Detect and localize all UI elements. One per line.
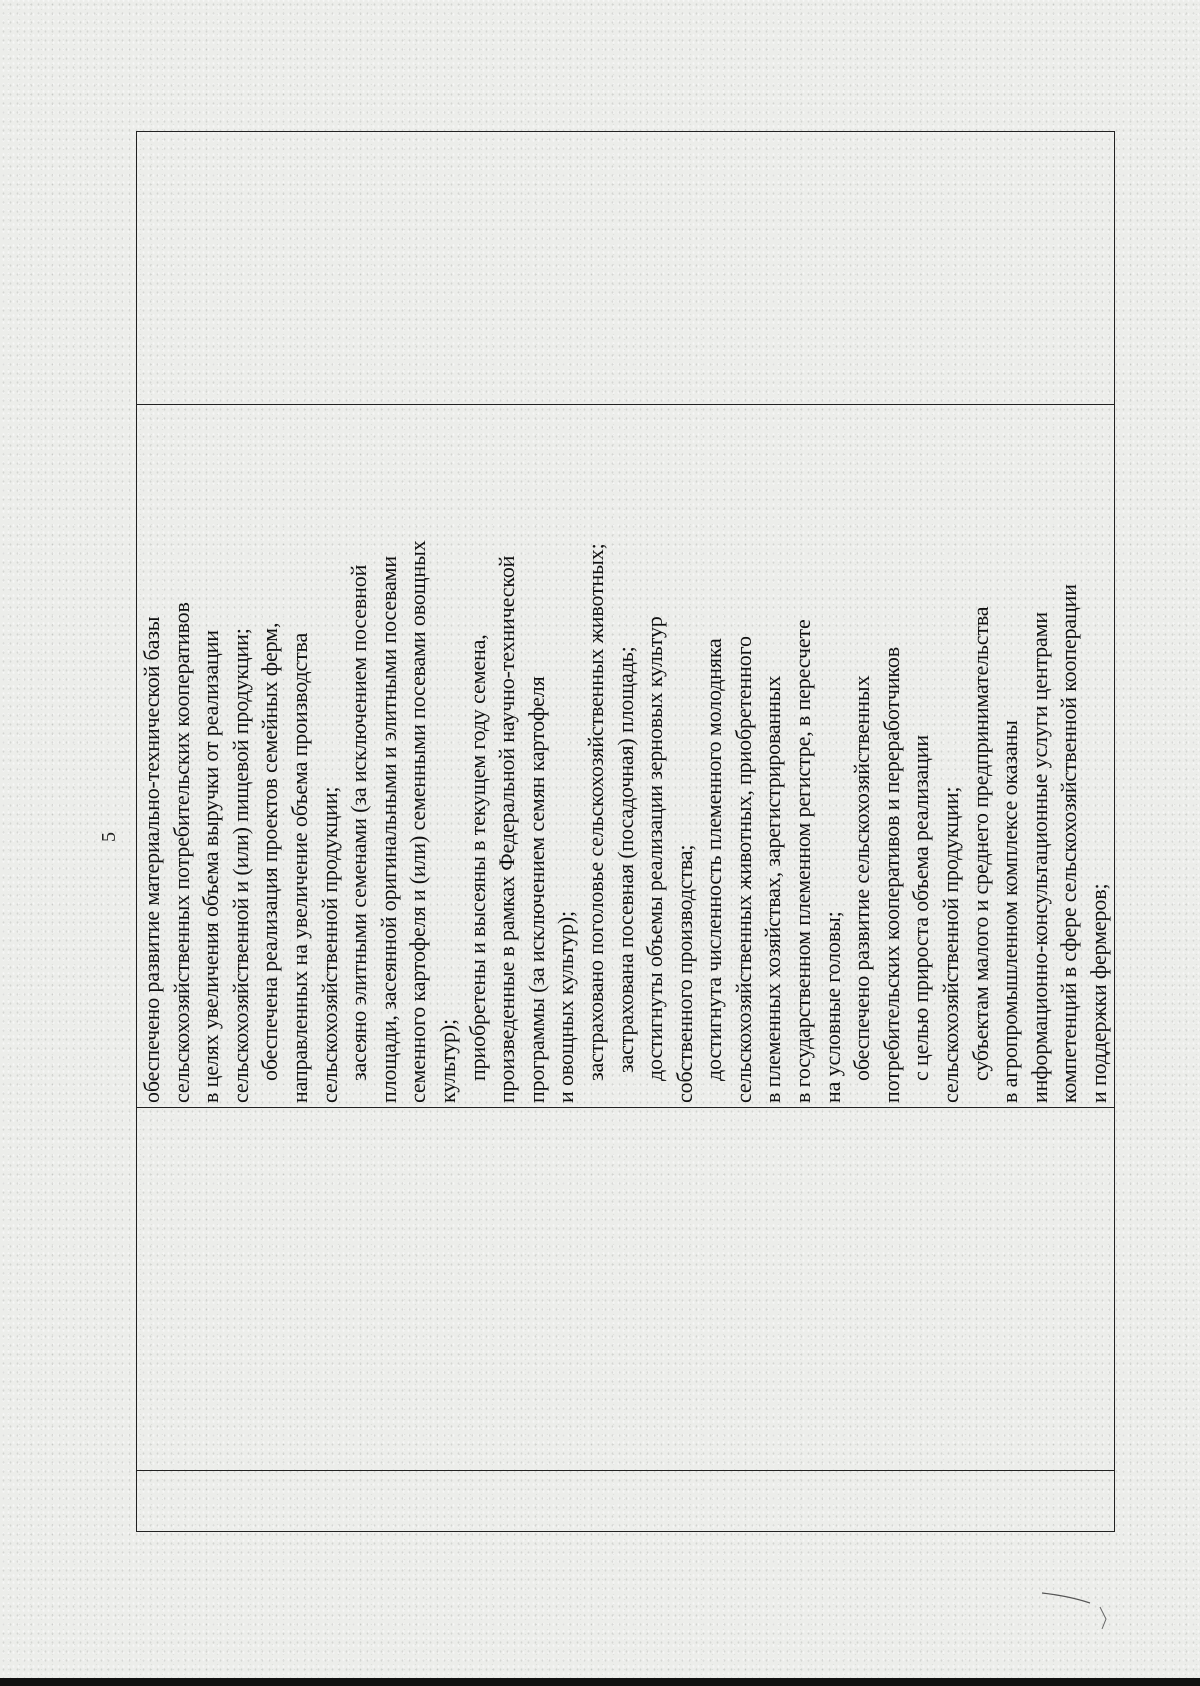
table-cell-narrow: [137, 1471, 1115, 1532]
page-number: 5: [98, 832, 120, 842]
text-line: сельскохозяйственных потребительских кооперативов: [168, 602, 194, 1103]
text-line: и овощных культур);: [553, 910, 579, 1103]
text-line: застраховано поголовье сельскохозяйственных животных;: [582, 543, 608, 1081]
text-line: и поддержки фермеров;: [1086, 883, 1111, 1103]
document-table: [136, 131, 1115, 1532]
text-line: с целью прироста объема реализации: [908, 735, 934, 1081]
text-line: субъектам малого и среднего предпринимательства: [967, 606, 993, 1081]
text-line: программы (за исключением семян картофеля: [523, 676, 549, 1103]
scan-edge: [0, 1678, 1200, 1686]
text-line: площади, засеянной оригинальными и элитными посевами: [375, 556, 401, 1103]
text-line: застрахована посевная (посадочная) площадь;: [612, 646, 638, 1073]
text-line: потребительских кооперативов и переработчиков: [878, 647, 904, 1103]
text-line: семенного картофеля и (или) семенными посевами овощных: [405, 540, 431, 1103]
text-line: сельскохозяйственной продукции;: [316, 786, 342, 1103]
rotated-content: [98, 142, 1111, 1532]
text-line: культур);: [434, 1019, 460, 1103]
text-line: в племенных хозяйствах, зарегистрированных: [760, 675, 786, 1103]
text-line: сельскохозяйственных животных, приобретенного: [730, 636, 756, 1103]
text-line: достигнута численность племенного молодняка: [701, 638, 727, 1081]
text-line: достигнуты объемы реализации зерновых культур: [642, 616, 668, 1081]
text-line: засеяно элитными семенами (за исключением посевной: [346, 564, 372, 1081]
text-line: сельскохозяйственной и (или) пищевой продукции;: [227, 628, 253, 1103]
table-row: [137, 132, 1115, 1532]
pen-mark: [1040, 1585, 1120, 1655]
text-line: в агропромышленном комплексе оказаны: [997, 720, 1023, 1103]
table-cell-content: [137, 405, 1115, 1108]
text-line: обеспечена реализация проектов семейных ферм,: [257, 622, 283, 1081]
text-line: сельскохозяйственной продукции;: [938, 786, 964, 1103]
text-line: на условные головы;: [819, 911, 845, 1103]
text-line: в целях увеличения объема выручки от реализации: [198, 630, 224, 1103]
text-line: собственного производства;: [671, 844, 697, 1103]
text-line: информационно-консультационные услуги центрами: [1026, 611, 1052, 1103]
table-cell-empty: [137, 132, 1115, 405]
table-cell-empty: [137, 1108, 1115, 1471]
text-line: в государственном племенном регистре, в пересчете: [790, 619, 816, 1103]
text-line: направленных на увеличение объема производства: [286, 632, 312, 1103]
text-line: обеспечено развитие сельскохозяйственных: [849, 675, 875, 1081]
text-line: приобретены и высеяны в текущем году семена,: [464, 634, 490, 1081]
text-line: компетенций в сфере сельскохозяйственной кооперации: [1056, 584, 1082, 1103]
text-line: произведенные в рамках Федеральной научно-технической: [494, 555, 520, 1103]
text-line: обеспечено развитие материально-технической базы: [139, 616, 164, 1103]
